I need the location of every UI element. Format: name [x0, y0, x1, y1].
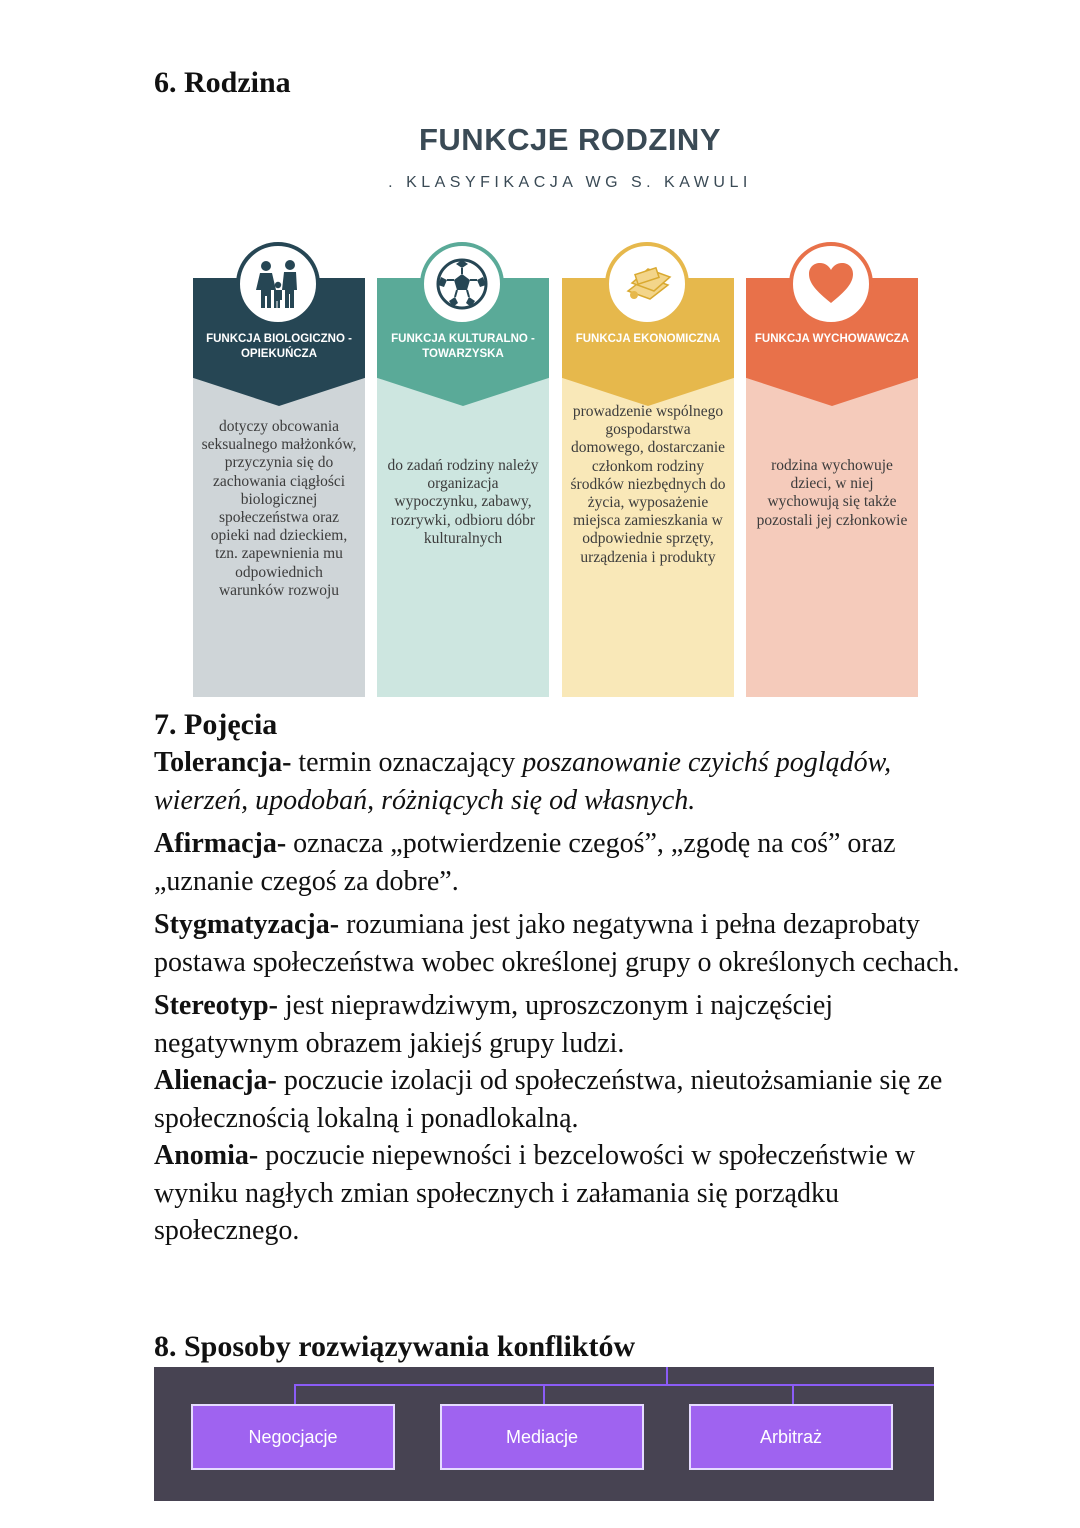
- connector-line: [666, 1367, 668, 1385]
- section-title-concepts: 7. Pojęcia: [154, 708, 278, 741]
- concept-tolerance: [154, 744, 974, 819]
- concept-term: Stygmatyzacja-: [154, 909, 340, 940]
- concept-definition: jest nieprawdziwym, uproszczonym i najczęściej negatywnym obrazem jakiejś grupy ludzi.: [154, 990, 834, 1059]
- column-description: dotyczy obcowania seksualnego małżonków, przyczynia się do zachowania ciągłości biologicznej społeczeństwa oraz opieki nad dzieckiem, tzn. zapewnienia mu odpowiednich warunków rozwoju: [201, 418, 357, 599]
- column-description: do zadań rodziny należy organizacja wypoczynku, zabawy, rozrywki, odbioru dóbr kulturalnych: [387, 457, 539, 547]
- money-icon: [605, 242, 689, 326]
- connector-line: [294, 1384, 934, 1386]
- section-title-conflict-resolution: 8. Sposoby rozwiązywania konfliktów: [154, 1330, 636, 1363]
- family-icon: [236, 242, 320, 326]
- concept-definition: poczucie izolacji od społeczeństwa, nieutożsamianie się ze społecznością lokalną i ponadlokalną.: [154, 1065, 943, 1134]
- concepts-list: [154, 744, 974, 1250]
- soccer-ball-icon: [420, 242, 504, 326]
- infographic-title: FUNKCJE RODZINY: [418, 122, 721, 157]
- infographic-subtitle: . KLASYFIKACJA WG S. KAWULI: [388, 174, 752, 191]
- column-label: FUNKCJA EKONOMICZNA: [575, 333, 721, 345]
- method-mediation: Mediacje: [440, 1404, 644, 1470]
- section-title-family: 6. Rodzina: [154, 66, 291, 99]
- concept-term: Afirmacja-: [154, 828, 287, 859]
- concept-alienation: [154, 1062, 974, 1137]
- concept-term: Tolerancja-: [154, 747, 292, 778]
- concept-stigmatization: [154, 906, 974, 981]
- concept-definition: termin oznaczający: [291, 747, 523, 778]
- method-arbitration: Arbitraż: [689, 1404, 893, 1470]
- function-column-biological: [193, 242, 365, 697]
- connector-line: [294, 1384, 296, 1404]
- concept-term: Anomia-: [154, 1140, 259, 1171]
- column-label: FUNKCJA BIOLOGICZNO - OPIEKUŃCZA: [206, 333, 352, 360]
- column-description: prowadzenie wspólnego gospodarstwa domowego, dostarczanie członkom rodziny środków niezbędnych do życia, wyposażenie miejsca zamieszkania w odpowiednie sprzęty, urządzenia i produkty: [570, 403, 726, 566]
- column-description: rodzina wychowuje dzieci, w niej wychowują się także pozostali jej członkowie: [756, 457, 908, 529]
- concept-term: Stereotyp-: [154, 990, 278, 1021]
- concept-term: Alienacja-: [154, 1065, 277, 1096]
- function-column-educational: [746, 242, 918, 697]
- heart-icon: [789, 242, 873, 326]
- column-label: FUNKCJA WYCHOWAWCZA: [754, 333, 910, 345]
- method-negotiation: Negocjacje: [191, 1404, 395, 1470]
- concept-stereotype: [154, 987, 974, 1062]
- concept-definition-italic: poszanowanie czyichś poglądów, wierzeń, upodobań, różniących się od własnych.: [154, 747, 892, 816]
- column-label: FUNKCJA KULTURALNO - TOWARZYSKA: [391, 333, 535, 360]
- function-column-cultural: [377, 242, 549, 697]
- concept-anomie: [154, 1137, 974, 1250]
- function-column-economic: [562, 242, 734, 697]
- connector-line: [543, 1384, 545, 1404]
- conflict-resolution-diagram: [154, 1367, 934, 1501]
- concept-definition: poczucie niepewności i bezcelowości w społeczeństwie w wyniku nagłych zmian społecznych i załamania się porządku społecznego.: [154, 1140, 916, 1246]
- connector-line: [792, 1384, 794, 1404]
- concept-definition: oznacza „potwierdzenie czegoś”, „zgodę na coś” oraz „uznanie czegoś za dobre”.: [154, 828, 896, 897]
- concept-definition: rozumiana jest jako negatywna i pełna dezaprobaty postawa społeczeństwa wobec określonej grupy o określonych cechach.: [154, 909, 960, 978]
- concept-affirmation: [154, 825, 974, 900]
